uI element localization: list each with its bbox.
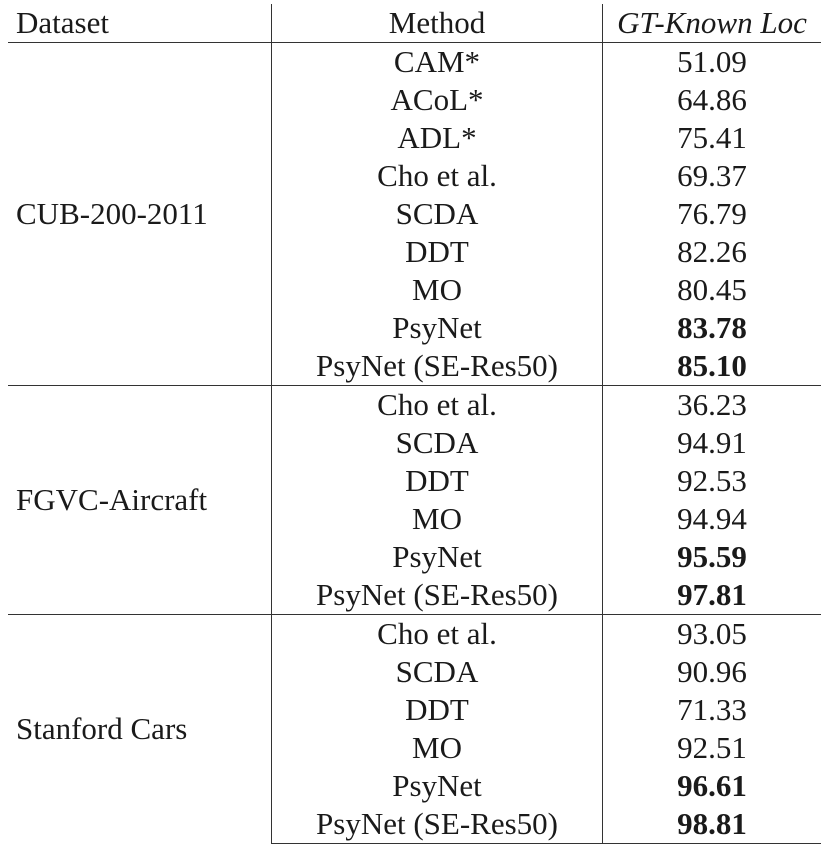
method-cell: MO — [272, 271, 603, 309]
dataset-cell: CUB-200-2011 — [8, 43, 272, 386]
value-cell: 82.26 — [603, 233, 822, 271]
value-cell: 93.05 — [603, 615, 822, 654]
value-cell: 95.59 — [603, 538, 822, 576]
value-cell: 71.33 — [603, 691, 822, 729]
method-cell: DDT — [272, 691, 603, 729]
value-cell: 69.37 — [603, 157, 822, 195]
value-cell: 90.96 — [603, 653, 822, 691]
dataset-cell: FGVC-Aircraft — [8, 386, 272, 615]
method-cell: SCDA — [272, 195, 603, 233]
value-cell: 94.91 — [603, 424, 822, 462]
header-metric: GT-Known Loc — [603, 4, 822, 43]
header-dataset: Dataset — [8, 4, 272, 43]
method-cell: PsyNet — [272, 767, 603, 805]
value-cell: 83.78 — [603, 309, 822, 347]
value-cell: 97.81 — [603, 576, 822, 615]
method-cell: PsyNet — [272, 538, 603, 576]
header-row — [8, 4, 821, 43]
method-cell: Cho et al. — [272, 386, 603, 425]
table-row — [8, 43, 821, 82]
value-cell: 96.61 — [603, 767, 822, 805]
method-cell: CAM* — [272, 43, 603, 82]
value-cell: 76.79 — [603, 195, 822, 233]
group-fgvc — [8, 386, 821, 615]
table-header — [8, 4, 821, 43]
group-cub — [8, 43, 821, 386]
method-cell: MO — [272, 500, 603, 538]
method-cell: Cho et al. — [272, 615, 603, 654]
method-cell: DDT — [272, 462, 603, 500]
value-cell: 85.10 — [603, 347, 822, 386]
method-cell: PsyNet (SE-Res50) — [272, 805, 603, 844]
method-cell: ACoL* — [272, 81, 603, 119]
group-cars — [8, 615, 821, 844]
value-cell: 92.51 — [603, 729, 822, 767]
method-cell: PsyNet (SE-Res50) — [272, 576, 603, 615]
table-row — [8, 386, 821, 425]
dataset-cell: Stanford Cars — [8, 615, 272, 844]
method-cell: SCDA — [272, 653, 603, 691]
method-cell: SCDA — [272, 424, 603, 462]
value-cell: 92.53 — [603, 462, 822, 500]
value-cell: 80.45 — [603, 271, 822, 309]
value-cell: 98.81 — [603, 805, 822, 844]
table-row — [8, 615, 821, 654]
value-cell: 64.86 — [603, 81, 822, 119]
value-cell: 51.09 — [603, 43, 822, 82]
value-cell: 75.41 — [603, 119, 822, 157]
method-cell: PsyNet — [272, 309, 603, 347]
results-table — [8, 4, 821, 844]
method-cell: PsyNet (SE-Res50) — [272, 347, 603, 386]
value-cell: 36.23 — [603, 386, 822, 425]
method-cell: Cho et al. — [272, 157, 603, 195]
method-cell: DDT — [272, 233, 603, 271]
method-cell: MO — [272, 729, 603, 767]
method-cell: ADL* — [272, 119, 603, 157]
header-method: Method — [272, 4, 603, 43]
value-cell: 94.94 — [603, 500, 822, 538]
